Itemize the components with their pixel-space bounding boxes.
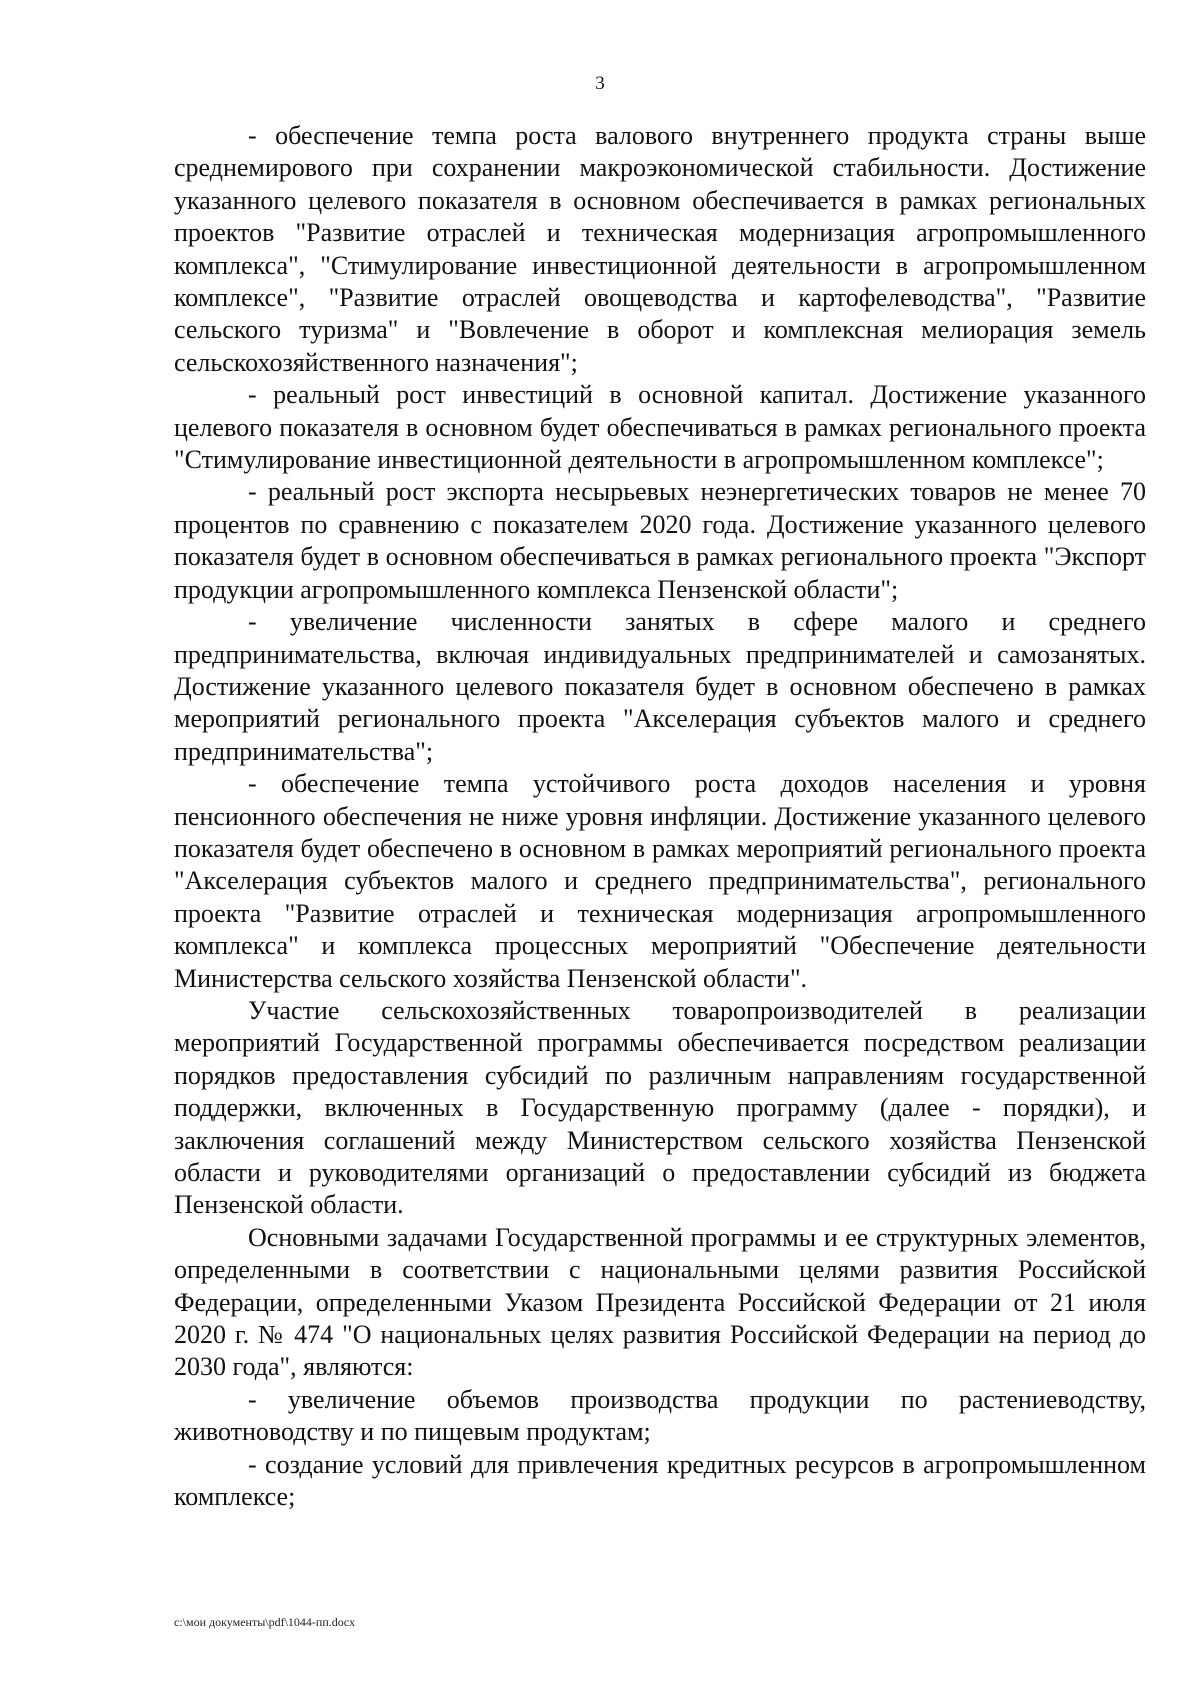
paragraph-task-credit: - создание условий для привлечения кредитных ресурсов в агропромышленном комплексе;	[174, 1449, 1146, 1512]
paragraph-task-production: - увеличение объемов производства продукции по растениеводству, животноводству и по пищевым продуктам;	[174, 1384, 1146, 1447]
paragraph-gdp-growth: - обеспечение темпа роста валового внутреннего продукта страны выше среднемирового при сохранении макроэкономической стабильности. Достижение указанного целевого показателя в основном обеспечивается в рамках региональных проектов "Развитие отраслей и техническая модернизация агропромышленного комплекса", "Стимулирование инвестиционной деятельности в агропромышленном комплексе", "Развитие отраслей овощеводства и картофелеводства", "Развитие сельского туризма" и "Вовлечение в оборот и комплексная мелиорация земель сельскохозяйственного назначения";	[174, 121, 1146, 377]
paragraph-sme-employment: - увеличение численности занятых в сфере малого и среднего предпринимательства, включая индивидуальных предпринимателей и самозанятых. Достижение указанного целевого показателя будет в основном обеспечено в рамках мероприятий регионального проекта "Акселерация субъектов малого и среднего предпринимательства";	[174, 607, 1146, 766]
paragraph-main-tasks: Основными задачами Государственной программы и ее структурных элементов, определенными в соответствии с национальными целями развития Российской Федерации, определенными Указом Президента Российской Федерации от 21 июля 2020 г. № 474 "О национальных целях развития Российской Федерации на период до 2030 года", являются:	[174, 1222, 1146, 1382]
paragraph-export-growth: - реальный рост экспорта несырьевых неэнергетических товаров не менее 70 процентов по сравнению с показателем 2020 года. Достижение указанного целевого показателя будет в основном обеспечиваться в рамках регионального проекта "Экспорт продукции агропромышленного комплекса Пензенской области";	[174, 477, 1146, 604]
file-path-footer: c:\мои документы\pdf\1044-пп.docx	[174, 1615, 356, 1629]
page-number: 3	[595, 73, 605, 94]
document-body	[174, 120, 1146, 1513]
paragraph-investment-growth: - реальный рост инвестиций в основной капитал. Достижение указанного целевого показателя в основном будет обеспечиваться в рамках регионального проекта "Стимулирование инвестиционной деятельности в агропромышленном комплексе";	[174, 380, 1146, 475]
paragraph-producer-participation: Участие сельскохозяйственных товаропроизводителей в реализации мероприятий Государственной программы обеспечивается посредством реализации порядков предоставления субсидий по различным направлениям государственной поддержки, включенных в Государственную программу (далее - порядки), и заключения соглашений между Министерством сельского хозяйства Пензенской области и руководителями организаций о предоставлении субсидий из бюджета Пензенской области.	[174, 995, 1146, 1220]
paragraph-income-growth: - обеспечение темпа устойчивого роста доходов населения и уровня пенсионного обеспечения не ниже уровня инфляции. Достижение указанного целевого показателя будет обеспечено в основном в рамках мероприятий регионального проекта "Акселерация субъектов малого и среднего предпринимательства", регионального проекта "Развитие отраслей и техническая модернизация агропромышленного комплекса" и комплекса процессных мероприятий "Обеспечение деятельности Министерства сельского хозяйства Пензенской области".	[174, 769, 1146, 993]
